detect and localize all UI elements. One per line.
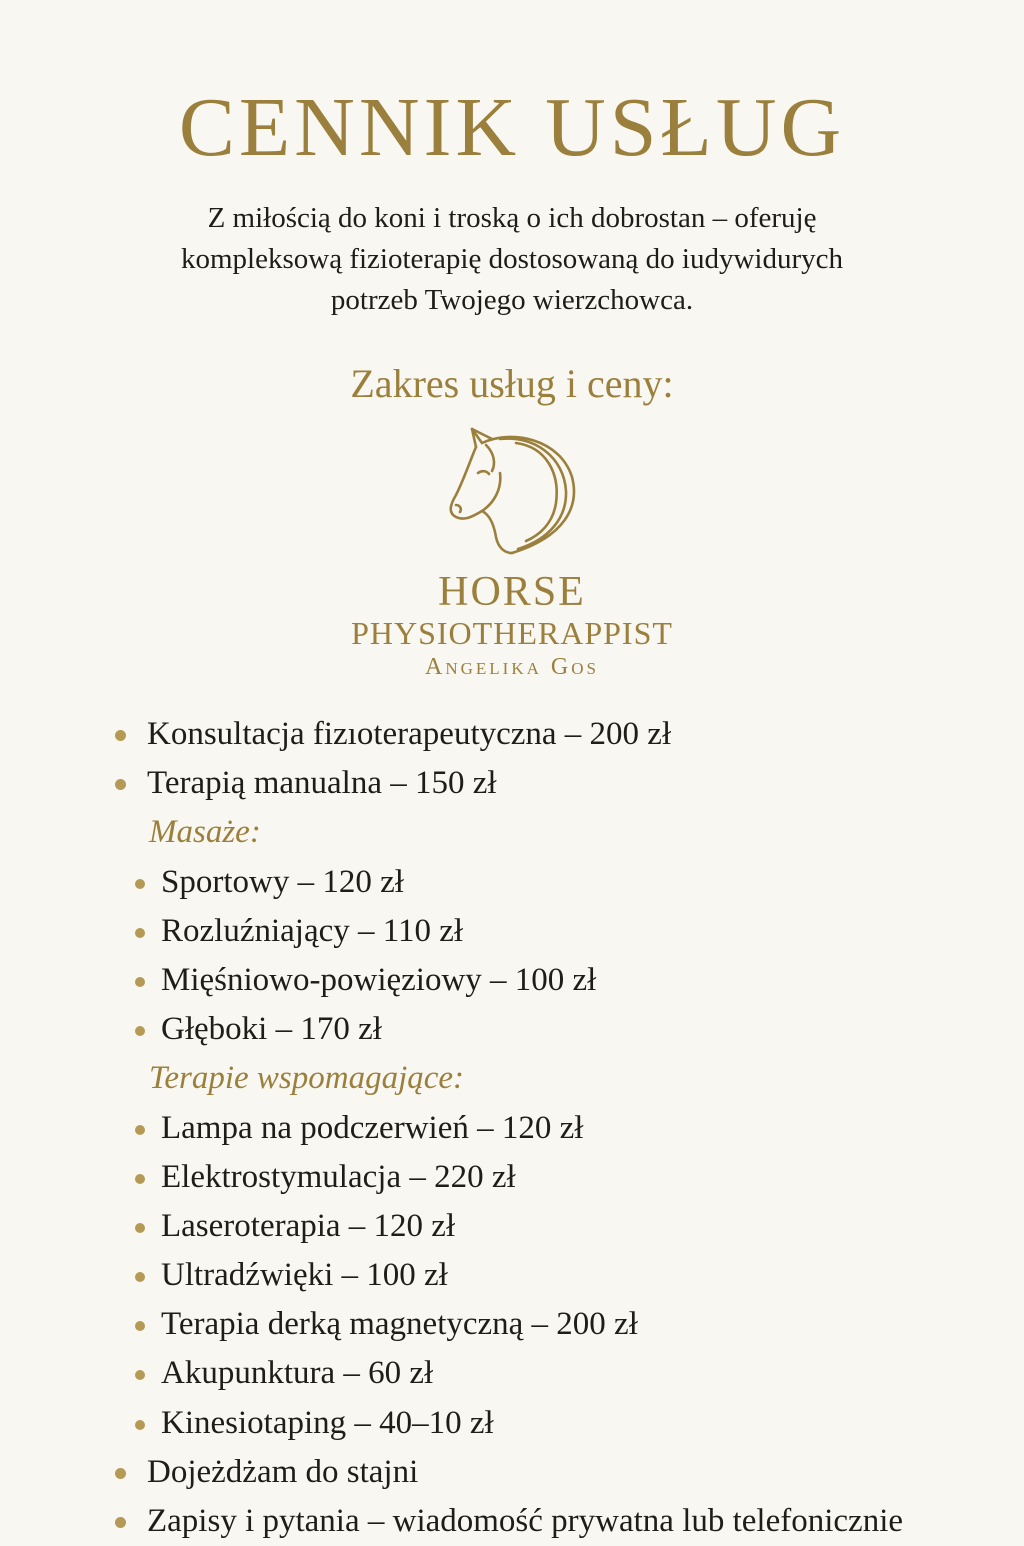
list-item bbox=[0, 1300, 1024, 1349]
intro-text bbox=[0, 198, 1024, 321]
bullet-icon bbox=[135, 1174, 145, 1184]
brand-name: HORSE bbox=[438, 569, 586, 615]
brand-owner: Angelika Gos bbox=[425, 654, 599, 680]
bullet-icon bbox=[115, 779, 126, 790]
list-item bbox=[0, 956, 1024, 1005]
bullet-icon bbox=[135, 1272, 145, 1282]
list-item bbox=[0, 1448, 1024, 1497]
list-item bbox=[0, 1497, 1024, 1546]
bullet-icon bbox=[135, 1321, 145, 1331]
list-item bbox=[0, 710, 1024, 759]
service-massage: Mięśniowo-powięziowy – 100 zł bbox=[161, 961, 597, 998]
massages-heading bbox=[0, 808, 1024, 857]
brand-logo bbox=[0, 425, 1024, 679]
bullet-icon bbox=[135, 879, 145, 889]
subheading: Masaże: bbox=[149, 814, 261, 851]
bullet-icon bbox=[115, 730, 126, 741]
services-list bbox=[0, 710, 1024, 1546]
page-title: CENNIK USŁUG bbox=[178, 81, 846, 174]
bullet-icon bbox=[135, 1223, 145, 1233]
service-support: Akupunktura – 60 zł bbox=[161, 1355, 434, 1392]
bullet-icon bbox=[115, 1517, 126, 1528]
bullet-icon bbox=[115, 1468, 126, 1479]
bullet-icon bbox=[135, 977, 145, 987]
contact-note: Zapisy i pytania – wiadomość prywatna lub telefonicznie bbox=[147, 1503, 904, 1539]
service-support: Ultradźwięki – 100 zł bbox=[161, 1257, 448, 1294]
list-item bbox=[0, 1104, 1024, 1153]
list-item bbox=[0, 907, 1024, 956]
brand-subtitle: PHYSIOTHERAPPIST bbox=[351, 615, 673, 651]
list-item bbox=[0, 1349, 1024, 1398]
intro-line: potrzeb Twojego wierzchowca. bbox=[330, 284, 694, 316]
service-massage: Rozluźniający – 110 zł bbox=[161, 912, 464, 949]
subheading: Terapie wspomagające: bbox=[149, 1060, 465, 1097]
service-massage: Sportowy – 120 zł bbox=[161, 863, 404, 900]
section-title: Zakres usług i ceny: bbox=[350, 361, 674, 406]
service-manual-therapy: Terapią manualna – 150 zł bbox=[147, 765, 497, 802]
list-item bbox=[0, 1399, 1024, 1448]
intro-line: Z miłością do koni i troską o ich dobrostan – oferuję bbox=[207, 202, 817, 234]
intro-line: kompleksową fizioterapię dostosowaną do iudywidurych bbox=[180, 243, 843, 275]
bullet-icon bbox=[135, 1370, 145, 1380]
list-item bbox=[0, 1005, 1024, 1054]
list-item bbox=[0, 1153, 1024, 1202]
service-support: Elektrostymulacja – 220 zł bbox=[161, 1158, 516, 1195]
service-support: Lampa na podczerwień – 120 zł bbox=[161, 1109, 584, 1146]
bullet-icon bbox=[135, 1125, 145, 1135]
bullet-icon bbox=[135, 928, 145, 938]
travel-note: Dojeżdżam do stajni bbox=[147, 1453, 419, 1490]
service-support: Laseroterapia – 120 zł bbox=[161, 1207, 456, 1244]
list-item bbox=[0, 759, 1024, 808]
service-massage: Głęboki – 170 zł bbox=[161, 1011, 382, 1048]
bullet-icon bbox=[135, 1420, 145, 1430]
list-item bbox=[0, 858, 1024, 907]
support-therapies-heading bbox=[0, 1054, 1024, 1103]
service-consultation: Konsultacja fizıoterapeutyczna – 200 zł bbox=[147, 716, 672, 752]
service-support: Terapia derką magnetyczną – 200 zł bbox=[161, 1306, 638, 1343]
list-item bbox=[0, 1202, 1024, 1251]
list-item bbox=[0, 1251, 1024, 1300]
horse-head-icon bbox=[442, 425, 582, 557]
bullet-icon bbox=[135, 1026, 145, 1036]
service-support: Kinesiotaping – 40–10 zł bbox=[161, 1404, 494, 1441]
